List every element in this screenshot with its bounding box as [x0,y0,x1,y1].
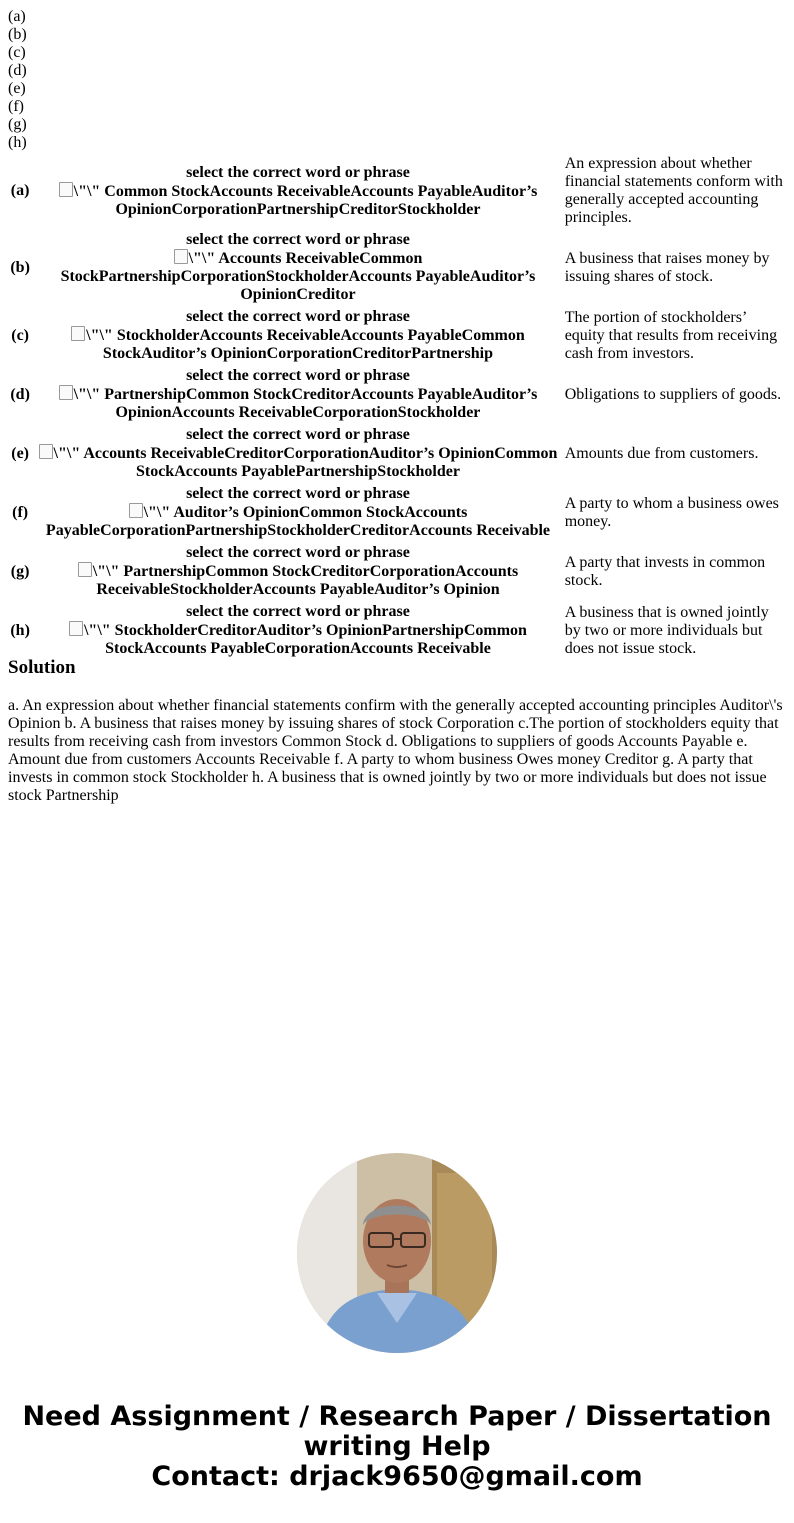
select-prompt: select the correct word or phrase [186,308,410,325]
answer-select-cell[interactable] [34,154,561,228]
footer-contact-line: Contact: drjack9650@gmail.com [151,1461,643,1492]
table-row [8,307,788,364]
letter-item: (h) [8,134,27,151]
row-description: Amounts due from customers. [564,444,759,462]
avatar-photo [297,1153,497,1353]
options-list[interactable]: Common StockAccounts ReceivableAccounts PayableAuditor’s OpinionCorporationPartnershipCreditorStockholder [104,182,538,218]
image-alt-text: \"\" [92,563,120,580]
broken-image-icon [129,503,143,518]
row-description: The portion of stockholders’ equity that results from receiving cash from investors. [564,308,778,362]
select-prompt: select the correct word or phrase [186,163,410,181]
image-alt-text: \"\" [53,445,81,462]
options-list[interactable]: StockholderAccounts ReceivableAccounts PayableCommon StockAuditor’s OpinionCorporationCreditorPartnership [102,327,525,362]
broken-image-icon [71,326,85,341]
select-prompt: select the correct word or phrase [186,485,410,502]
letter-item: (b) [8,26,27,43]
image-alt-text: \"\" [83,622,111,639]
table-row [8,230,788,305]
image-alt-text: \"\" [86,327,113,344]
letter-list [8,8,27,152]
select-prompt: select the correct word or phrase [186,231,410,248]
letter-item: (d) [8,62,27,79]
row-label: (g) [10,562,30,580]
options-list[interactable]: StockholderCreditorAuditor’s OpinionPartnershipCommon StockAccounts PayableCorporationAccounts Receivable [105,622,527,657]
answer-select-cell[interactable] [34,543,561,600]
footer-help-line: Need Assignment / Research Paper / Dissertation writing Help [22,1401,772,1462]
image-alt-text: \"\" [143,504,171,521]
row-label: (a) [10,182,30,199]
table-row [8,425,788,482]
row-description: A business that raises money by issuing shares of stock. [564,249,770,285]
answer-select-cell[interactable] [34,366,561,423]
row-label: (e) [11,444,29,462]
letter-item: (a) [8,8,26,25]
table-row [8,602,788,659]
broken-image-icon [59,385,73,400]
broken-image-icon [39,444,53,459]
footer-banner [0,1402,794,1492]
broken-image-icon [59,182,73,197]
image-alt-text: \"\" [188,250,216,267]
options-list[interactable]: Accounts ReceivableCommon StockPartnershipCorporationStockholderAccounts PayableAuditor’s OpinionCreditor [60,250,536,303]
row-description: A party to whom a business owes money. [564,494,779,530]
solution-text: a. An expression about whether financial statements confirm with the generally accepted accounting principles Auditor\'s Opinion b. A business that raises money by issuing shares of stock Corporation c.The portion of stockholders equity that results from receiving cash from investors Common Stock d. Obligations to suppliers of goods Accounts Payable e. Amount due from customers Accounts Receivable f. A party to whom business Owes money Creditor g. A party that invests in common stock Stockholder h. A business that is owned jointly by two or more individuals but does not issue stock Partnership [8,697,783,804]
answer-select-cell[interactable] [34,602,561,659]
row-label: (b) [10,258,30,276]
row-label: (f) [12,503,29,521]
broken-image-icon [69,621,83,636]
options-list[interactable]: PartnershipCommon StockCreditorAccounts PayableAuditor’s OpinionAccounts ReceivableCorporationStockholder [104,386,538,421]
select-prompt: select the correct word or phrase [186,426,410,443]
avatar [297,1153,497,1353]
row-label: (d) [10,385,30,403]
broken-image-icon [174,249,188,264]
select-prompt: select the correct word or phrase [186,544,410,561]
row-description: Obligations to suppliers of goods. [564,385,782,403]
table-row [8,543,788,600]
letter-item: (g) [8,116,27,133]
solution-heading: Solution [8,657,76,678]
row-description: An expression about whether financial statements conform with generally accepted accounting principles. [564,155,783,226]
letter-item: (c) [8,44,26,61]
answer-select-cell[interactable] [34,484,561,541]
answer-select-cell[interactable] [34,307,561,364]
row-description: A business that is owned jointly by two or more individuals but does not issue stock. [564,603,769,657]
letter-item: (e) [8,80,26,97]
question-table [6,152,790,661]
select-prompt: select the correct word or phrase [186,367,410,384]
row-label: (c) [11,326,29,344]
row-description: A party that invests in common stock. [564,553,766,589]
answer-select-cell[interactable] [34,230,561,305]
broken-image-icon [78,562,92,577]
select-prompt: select the correct word or phrase [186,603,410,620]
options-list[interactable]: Accounts ReceivableCreditorCorporationAuditor’s OpinionCommon StockAccounts PayablePartnershipStockholder [83,445,558,480]
options-list[interactable]: Auditor’s OpinionCommon StockAccounts PayableCorporationPartnershipStockholderCreditorAccounts Receivable [45,504,551,539]
answer-select-cell[interactable] [34,425,561,482]
table-row [8,484,788,541]
letter-item: (f) [8,98,24,115]
image-alt-text: \"\" [73,182,101,200]
options-list[interactable]: PartnershipCommon StockCreditorCorporationAccounts ReceivableStockholderAccounts PayableAuditor’s Opinion [96,563,519,598]
table-row [8,366,788,423]
image-alt-text: \"\" [73,386,101,403]
table-row [8,154,788,228]
row-label: (h) [10,621,30,639]
